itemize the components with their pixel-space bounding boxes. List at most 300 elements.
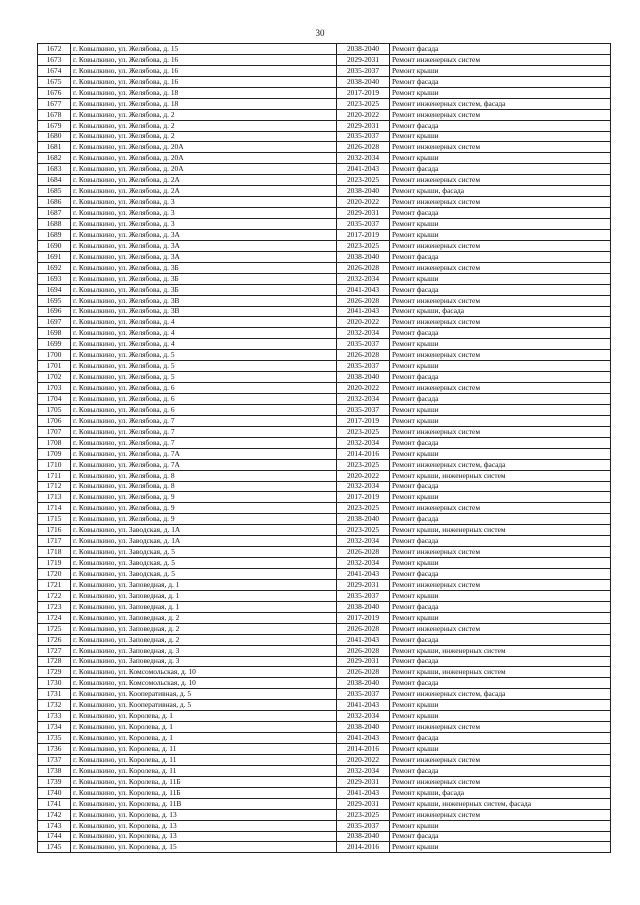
address-cell: г. Ковылкино, ул. Заповедная, д. 3 — [71, 645, 337, 656]
table-row — [38, 525, 611, 536]
table-row — [38, 798, 611, 809]
table-row — [38, 240, 611, 251]
work-type-cell: Ремонт фасада — [390, 328, 611, 339]
work-type-cell: Ремонт инженерных систем — [390, 295, 611, 306]
table-row — [38, 547, 611, 558]
address-cell: г. Ковылкино, ул. Желябова, д. 15 — [71, 44, 337, 55]
address-cell: г. Ковылкино, ул. Желябова, д. 20А — [71, 153, 337, 164]
work-type-cell: Ремонт фасада — [390, 208, 611, 219]
work-type-cell: Ремонт фасада — [390, 765, 611, 776]
period-cell: 2035-2037 — [337, 339, 390, 350]
period-cell: 2038-2040 — [337, 722, 390, 733]
address-cell: г. Ковылкино, ул. Королева, д. 11В — [71, 798, 337, 809]
work-type-cell: Ремонт инженерных систем, фасада — [390, 689, 611, 700]
work-type-cell: Ремонт крыши — [390, 339, 611, 350]
period-cell: 2041-2043 — [337, 733, 390, 744]
work-type-cell: Ремонт крыши, инженерных систем, фасада — [390, 798, 611, 809]
table-row — [38, 514, 611, 525]
row-number-cell: 1688 — [38, 219, 71, 230]
table-row — [38, 350, 611, 361]
period-cell: 2017-2019 — [337, 612, 390, 623]
address-cell: г. Ковылкино, ул. Желябова, д. 7 — [71, 426, 337, 437]
row-number-cell: 1692 — [38, 262, 71, 273]
table-row — [38, 634, 611, 645]
table-row — [38, 558, 611, 569]
work-type-cell: Ремонт крыши — [390, 448, 611, 459]
row-number-cell: 1680 — [38, 131, 71, 142]
work-type-cell: Ремонт крыши — [390, 404, 611, 415]
work-type-cell: Ремонт инженерных систем — [390, 547, 611, 558]
work-type-cell: Ремонт крыши — [390, 131, 611, 142]
table-row — [38, 361, 611, 372]
table-row — [38, 590, 611, 601]
table-row — [38, 645, 611, 656]
work-type-cell: Ремонт инженерных систем — [390, 350, 611, 361]
address-cell: г. Ковылкино, ул. Желябова, д. 6 — [71, 404, 337, 415]
work-type-cell: Ремонт фасада — [390, 831, 611, 842]
address-cell: г. Ковылкино, ул. Желябова, д. 20А — [71, 164, 337, 175]
table-row — [38, 251, 611, 262]
table-row — [38, 689, 611, 700]
table-row — [38, 120, 611, 131]
work-type-cell: Ремонт фасада — [390, 601, 611, 612]
address-cell: г. Ковылкино, ул. Королева, д. 1 — [71, 722, 337, 733]
address-cell: г. Ковылкино, ул. Желябова, д. 8 — [71, 481, 337, 492]
work-type-cell: Ремонт крыши — [390, 612, 611, 623]
period-cell: 2041-2043 — [337, 306, 390, 317]
period-cell: 2017-2019 — [337, 415, 390, 426]
period-cell: 2029-2031 — [337, 776, 390, 787]
address-cell: г. Ковылкино, ул. Заповедная, д. 2 — [71, 612, 337, 623]
table-row — [38, 219, 611, 230]
table-row — [38, 87, 611, 98]
row-number-cell: 1707 — [38, 426, 71, 437]
period-cell: 2020-2022 — [337, 109, 390, 120]
row-number-cell: 1724 — [38, 612, 71, 623]
row-number-cell: 1715 — [38, 514, 71, 525]
work-type-cell: Ремонт крыши — [390, 711, 611, 722]
table-row — [38, 481, 611, 492]
work-type-cell: Ремонт крыши — [390, 558, 611, 569]
address-cell: г. Ковылкино, ул. Желябова, д. 5 — [71, 361, 337, 372]
row-number-cell: 1727 — [38, 645, 71, 656]
work-type-cell: Ремонт фасада — [390, 733, 611, 744]
address-cell: г. Ковылкино, ул. Желябова, д. 3 — [71, 219, 337, 230]
address-cell: г. Ковылкино, ул. Желябова, д. 3Б — [71, 284, 337, 295]
work-type-cell: Ремонт инженерных систем — [390, 722, 611, 733]
work-type-cell: Ремонт инженерных систем — [390, 142, 611, 153]
work-type-cell: Ремонт фасада — [390, 76, 611, 87]
table-row — [38, 754, 611, 765]
table-row — [38, 394, 611, 405]
row-number-cell: 1732 — [38, 700, 71, 711]
period-cell: 2014-2016 — [337, 448, 390, 459]
period-cell: 2026-2028 — [337, 645, 390, 656]
address-cell: г. Ковылкино, ул. Королева, д. 1 — [71, 711, 337, 722]
table-row — [38, 131, 611, 142]
period-cell: 2035-2037 — [337, 820, 390, 831]
address-cell: г. Ковылкино, ул. Заповедная, д. 1 — [71, 590, 337, 601]
table-row — [38, 415, 611, 426]
row-number-cell: 1695 — [38, 295, 71, 306]
table-row — [38, 426, 611, 437]
period-cell: 2020-2022 — [337, 470, 390, 481]
period-cell: 2026-2028 — [337, 142, 390, 153]
period-cell: 2041-2043 — [337, 700, 390, 711]
table-row — [38, 229, 611, 240]
address-cell: г. Ковылкино, ул. Желябова, д. 3Б — [71, 262, 337, 273]
period-cell: 2026-2028 — [337, 667, 390, 678]
period-cell: 2029-2031 — [337, 656, 390, 667]
row-number-cell: 1681 — [38, 142, 71, 153]
table-row — [38, 186, 611, 197]
address-cell: г. Ковылкино, ул. Желябова, д. 3В — [71, 306, 337, 317]
address-cell: г. Ковылкино, ул. Желябова, д. 7 — [71, 415, 337, 426]
row-number-cell: 1736 — [38, 744, 71, 755]
work-type-cell: Ремонт крыши — [390, 700, 611, 711]
table-row — [38, 404, 611, 415]
period-cell: 2038-2040 — [337, 678, 390, 689]
address-cell: г. Ковылкино, ул. Желябова, д. 2 — [71, 109, 337, 120]
work-type-cell: Ремонт фасада — [390, 372, 611, 383]
period-cell: 2023-2025 — [337, 98, 390, 109]
row-number-cell: 1699 — [38, 339, 71, 350]
table-row — [38, 820, 611, 831]
row-number-cell: 1744 — [38, 831, 71, 842]
address-cell: г. Ковылкино, ул. Королева, д. 13 — [71, 831, 337, 842]
work-type-cell: Ремонт крыши — [390, 153, 611, 164]
work-type-cell: Ремонт крыши — [390, 842, 611, 853]
table-row — [38, 842, 611, 853]
work-type-cell: Ремонт крыши — [390, 361, 611, 372]
period-cell: 2029-2031 — [337, 798, 390, 809]
table-row — [38, 733, 611, 744]
address-cell: г. Ковылкино, ул. Желябова, д. 9 — [71, 514, 337, 525]
work-type-cell: Ремонт крыши, фасада — [390, 306, 611, 317]
row-number-cell: 1705 — [38, 404, 71, 415]
work-type-cell: Ремонт фасада — [390, 536, 611, 547]
address-cell: г. Ковылкино, ул. Заводская, д. 5 — [71, 569, 337, 580]
work-type-cell: Ремонт инженерных систем — [390, 776, 611, 787]
address-cell: г. Ковылкино, ул. Королева, д. 13 — [71, 809, 337, 820]
table-row — [38, 448, 611, 459]
work-type-cell: Ремонт крыши, фасада — [390, 787, 611, 798]
address-cell: г. Ковылкино, ул. Королева, д. 15 — [71, 842, 337, 853]
address-cell: г. Ковылкино, ул. Комсомольская, д. 10 — [71, 678, 337, 689]
address-cell: г. Ковылкино, ул. Желябова, д. 18 — [71, 87, 337, 98]
row-number-cell: 1701 — [38, 361, 71, 372]
row-number-cell: 1740 — [38, 787, 71, 798]
row-number-cell: 1709 — [38, 448, 71, 459]
row-number-cell: 1733 — [38, 711, 71, 722]
address-cell: г. Ковылкино, ул. Заповедная, д. 3 — [71, 656, 337, 667]
row-number-cell: 1693 — [38, 273, 71, 284]
work-type-cell: Ремонт инженерных систем, фасада — [390, 459, 611, 470]
work-type-cell: Ремонт фасада — [390, 481, 611, 492]
table-row — [38, 339, 611, 350]
work-type-cell: Ремонт крыши — [390, 744, 611, 755]
table-row — [38, 831, 611, 842]
row-number-cell: 1696 — [38, 306, 71, 317]
period-cell: 2038-2040 — [337, 831, 390, 842]
work-type-cell: Ремонт инженерных систем — [390, 809, 611, 820]
period-cell: 2035-2037 — [337, 65, 390, 76]
period-cell: 2023-2025 — [337, 175, 390, 186]
address-cell: г. Ковылкино, ул. Желябова, д. 4 — [71, 339, 337, 350]
address-cell: г. Ковылкино, ул. Заводская, д. 5 — [71, 547, 337, 558]
address-cell: г. Ковылкино, ул. Кооперативная, д. 5 — [71, 700, 337, 711]
work-type-cell: Ремонт инженерных систем, фасада — [390, 98, 611, 109]
row-number-cell: 1698 — [38, 328, 71, 339]
row-number-cell: 1720 — [38, 569, 71, 580]
table-row — [38, 153, 611, 164]
table-row — [38, 54, 611, 65]
work-type-cell: Ремонт фасада — [390, 569, 611, 580]
period-cell: 2035-2037 — [337, 219, 390, 230]
address-cell: г. Ковылкино, ул. Желябова, д. 6 — [71, 394, 337, 405]
period-cell: 2041-2043 — [337, 634, 390, 645]
table-row — [38, 536, 611, 547]
period-cell: 2035-2037 — [337, 404, 390, 415]
row-number-cell: 1704 — [38, 394, 71, 405]
work-type-cell: Ремонт крыши, инженерных систем — [390, 667, 611, 678]
address-cell: г. Ковылкино, ул. Комсомольская, д. 10 — [71, 667, 337, 678]
table-row — [38, 295, 611, 306]
table-row — [38, 809, 611, 820]
table-row — [38, 109, 611, 120]
address-cell: г. Ковылкино, ул. Заводская, д. 1А — [71, 525, 337, 536]
row-number-cell: 1737 — [38, 754, 71, 765]
period-cell: 2035-2037 — [337, 131, 390, 142]
period-cell: 2032-2034 — [337, 394, 390, 405]
table-row — [38, 175, 611, 186]
row-number-cell: 1691 — [38, 251, 71, 262]
row-number-cell: 1708 — [38, 437, 71, 448]
period-cell: 2035-2037 — [337, 689, 390, 700]
period-cell: 2014-2016 — [337, 842, 390, 853]
work-type-cell: Ремонт крыши, инженерных систем — [390, 470, 611, 481]
work-type-cell: Ремонт крыши — [390, 65, 611, 76]
address-cell: г. Ковылкино, ул. Заповедная, д. 2 — [71, 634, 337, 645]
address-cell: г. Ковылкино, ул. Желябова, д. 6 — [71, 383, 337, 394]
row-number-cell: 1717 — [38, 536, 71, 547]
row-number-cell: 1703 — [38, 383, 71, 394]
table-row — [38, 273, 611, 284]
period-cell: 2029-2031 — [337, 120, 390, 131]
row-number-cell: 1742 — [38, 809, 71, 820]
work-type-cell: Ремонт крыши, инженерных систем — [390, 525, 611, 536]
table-row — [38, 612, 611, 623]
period-cell: 2035-2037 — [337, 590, 390, 601]
row-number-cell: 1719 — [38, 558, 71, 569]
address-cell: г. Ковылкино, ул. Желябова, д. 3А — [71, 229, 337, 240]
address-cell: г. Ковылкино, ул. Желябова, д. 7 — [71, 437, 337, 448]
period-cell: 2023-2025 — [337, 426, 390, 437]
address-cell: г. Ковылкино, ул. Желябова, д. 2А — [71, 186, 337, 197]
work-type-cell: Ремонт инженерных систем — [390, 54, 611, 65]
row-number-cell: 1694 — [38, 284, 71, 295]
work-type-cell: Ремонт инженерных систем — [390, 317, 611, 328]
work-type-cell: Ремонт инженерных систем — [390, 109, 611, 120]
work-type-cell: Ремонт фасада — [390, 634, 611, 645]
period-cell: 2032-2034 — [337, 273, 390, 284]
period-cell: 2023-2025 — [337, 503, 390, 514]
table-row — [38, 208, 611, 219]
period-cell: 2038-2040 — [337, 186, 390, 197]
period-cell: 2032-2034 — [337, 328, 390, 339]
period-cell: 2038-2040 — [337, 372, 390, 383]
period-cell: 2026-2028 — [337, 295, 390, 306]
table-row — [38, 765, 611, 776]
table-row — [38, 437, 611, 448]
period-cell: 2023-2025 — [337, 459, 390, 470]
row-number-cell: 1685 — [38, 186, 71, 197]
period-cell: 2038-2040 — [337, 251, 390, 262]
row-number-cell: 1706 — [38, 415, 71, 426]
work-type-cell: Ремонт крыши — [390, 273, 611, 284]
row-number-cell: 1674 — [38, 65, 71, 76]
row-number-cell: 1723 — [38, 601, 71, 612]
table-row — [38, 776, 611, 787]
period-cell: 2023-2025 — [337, 525, 390, 536]
work-type-cell: Ремонт фасада — [390, 437, 611, 448]
address-cell: г. Ковылкино, ул. Королева, д. 1 — [71, 733, 337, 744]
period-cell: 2029-2031 — [337, 208, 390, 219]
table-row — [38, 787, 611, 798]
row-number-cell: 1718 — [38, 547, 71, 558]
work-type-cell: Ремонт фасада — [390, 284, 611, 295]
row-number-cell: 1739 — [38, 776, 71, 787]
row-number-cell: 1728 — [38, 656, 71, 667]
address-cell: г. Ковылкино, ул. Желябова, д. 3Б — [71, 273, 337, 284]
period-cell: 2020-2022 — [337, 754, 390, 765]
table-row — [38, 317, 611, 328]
table-row — [38, 372, 611, 383]
row-number-cell: 1710 — [38, 459, 71, 470]
address-cell: г. Ковылкино, ул. Желябова, д. 4 — [71, 328, 337, 339]
row-number-cell: 1726 — [38, 634, 71, 645]
address-cell: г. Ковылкино, ул. Желябова, д. 9 — [71, 503, 337, 514]
row-number-cell: 1745 — [38, 842, 71, 853]
table-row — [38, 65, 611, 76]
table-row — [38, 284, 611, 295]
row-number-cell: 1713 — [38, 492, 71, 503]
row-number-cell: 1735 — [38, 733, 71, 744]
work-type-cell: Ремонт фасада — [390, 164, 611, 175]
work-type-cell: Ремонт фасада — [390, 44, 611, 55]
work-type-cell: Ремонт фасада — [390, 678, 611, 689]
work-type-cell: Ремонт инженерных систем — [390, 579, 611, 590]
work-type-cell: Ремонт инженерных систем — [390, 197, 611, 208]
period-cell: 2017-2019 — [337, 229, 390, 240]
row-number-cell: 1675 — [38, 76, 71, 87]
period-cell: 2020-2022 — [337, 317, 390, 328]
row-number-cell: 1712 — [38, 481, 71, 492]
row-number-cell: 1711 — [38, 470, 71, 481]
period-cell: 2026-2028 — [337, 262, 390, 273]
period-cell: 2023-2025 — [337, 240, 390, 251]
work-type-cell: Ремонт фасада — [390, 656, 611, 667]
address-cell: г. Ковылкино, ул. Королева, д. 11Б — [71, 787, 337, 798]
address-cell: г. Ковылкино, ул. Королева, д. 11 — [71, 754, 337, 765]
row-number-cell: 1731 — [38, 689, 71, 700]
period-cell: 2014-2016 — [337, 744, 390, 755]
table-row — [38, 623, 611, 634]
address-cell: г. Ковылкино, ул. Желябова, д. 8 — [71, 470, 337, 481]
address-cell: г. Ковылкино, ул. Заповедная, д. 1 — [71, 601, 337, 612]
period-cell: 2026-2028 — [337, 623, 390, 634]
address-cell: г. Ковылкино, ул. Желябова, д. 3В — [71, 295, 337, 306]
address-cell: г. Ковылкино, ул. Желябова, д. 16 — [71, 65, 337, 76]
work-type-cell: Ремонт крыши — [390, 87, 611, 98]
table-row — [38, 678, 611, 689]
address-cell: г. Ковылкино, ул. Желябова, д. 5 — [71, 372, 337, 383]
table-row — [38, 262, 611, 273]
period-cell: 2029-2031 — [337, 579, 390, 590]
work-type-cell: Ремонт инженерных систем — [390, 383, 611, 394]
address-cell: г. Ковылкино, ул. Желябова, д. 4 — [71, 317, 337, 328]
address-cell: г. Ковылкино, ул. Заводская, д. 1А — [71, 536, 337, 547]
row-number-cell: 1682 — [38, 153, 71, 164]
row-number-cell: 1738 — [38, 765, 71, 776]
work-type-cell: Ремонт инженерных систем — [390, 623, 611, 634]
table-row — [38, 744, 611, 755]
table-row — [38, 579, 611, 590]
work-type-cell: Ремонт фасада — [390, 514, 611, 525]
table-row — [38, 601, 611, 612]
row-number-cell: 1743 — [38, 820, 71, 831]
address-cell: г. Ковылкино, ул. Желябова, д. 7А — [71, 448, 337, 459]
table-row — [38, 142, 611, 153]
period-cell: 2041-2043 — [337, 164, 390, 175]
table-row — [38, 459, 611, 470]
period-cell: 2038-2040 — [337, 514, 390, 525]
address-cell: г. Ковылкино, ул. Желябова, д. 7А — [71, 459, 337, 470]
work-type-cell: Ремонт крыши — [390, 492, 611, 503]
row-number-cell: 1678 — [38, 109, 71, 120]
page-number: 30 — [315, 28, 325, 38]
period-cell: 2041-2043 — [337, 284, 390, 295]
row-number-cell: 1677 — [38, 98, 71, 109]
table-row — [38, 569, 611, 580]
table-row — [38, 492, 611, 503]
row-number-cell: 1721 — [38, 579, 71, 590]
address-cell: г. Ковылкино, ул. Заповедная, д. 1 — [71, 579, 337, 590]
work-type-cell: Ремонт крыши — [390, 820, 611, 831]
table-row — [38, 98, 611, 109]
address-cell: г. Ковылкино, ул. Желябова, д. 5 — [71, 350, 337, 361]
period-cell: 2038-2040 — [337, 76, 390, 87]
table-row — [38, 383, 611, 394]
row-number-cell: 1672 — [38, 44, 71, 55]
row-number-cell: 1714 — [38, 503, 71, 514]
address-cell: г. Ковылкино, ул. Заповедная, д. 2 — [71, 623, 337, 634]
work-type-cell: Ремонт инженерных систем — [390, 426, 611, 437]
period-cell: 2035-2037 — [337, 361, 390, 372]
work-type-cell: Ремонт крыши — [390, 590, 611, 601]
period-cell: 2023-2025 — [337, 809, 390, 820]
table-body — [38, 44, 611, 853]
work-type-cell: Ремонт инженерных систем — [390, 503, 611, 514]
period-cell: 2032-2034 — [337, 558, 390, 569]
period-cell: 2032-2034 — [337, 481, 390, 492]
row-number-cell: 1697 — [38, 317, 71, 328]
repair-schedule-table — [37, 43, 611, 853]
work-type-cell: Ремонт крыши, фасада — [390, 186, 611, 197]
work-type-cell: Ремонт фасада — [390, 120, 611, 131]
table-row — [38, 503, 611, 514]
row-number-cell: 1734 — [38, 722, 71, 733]
